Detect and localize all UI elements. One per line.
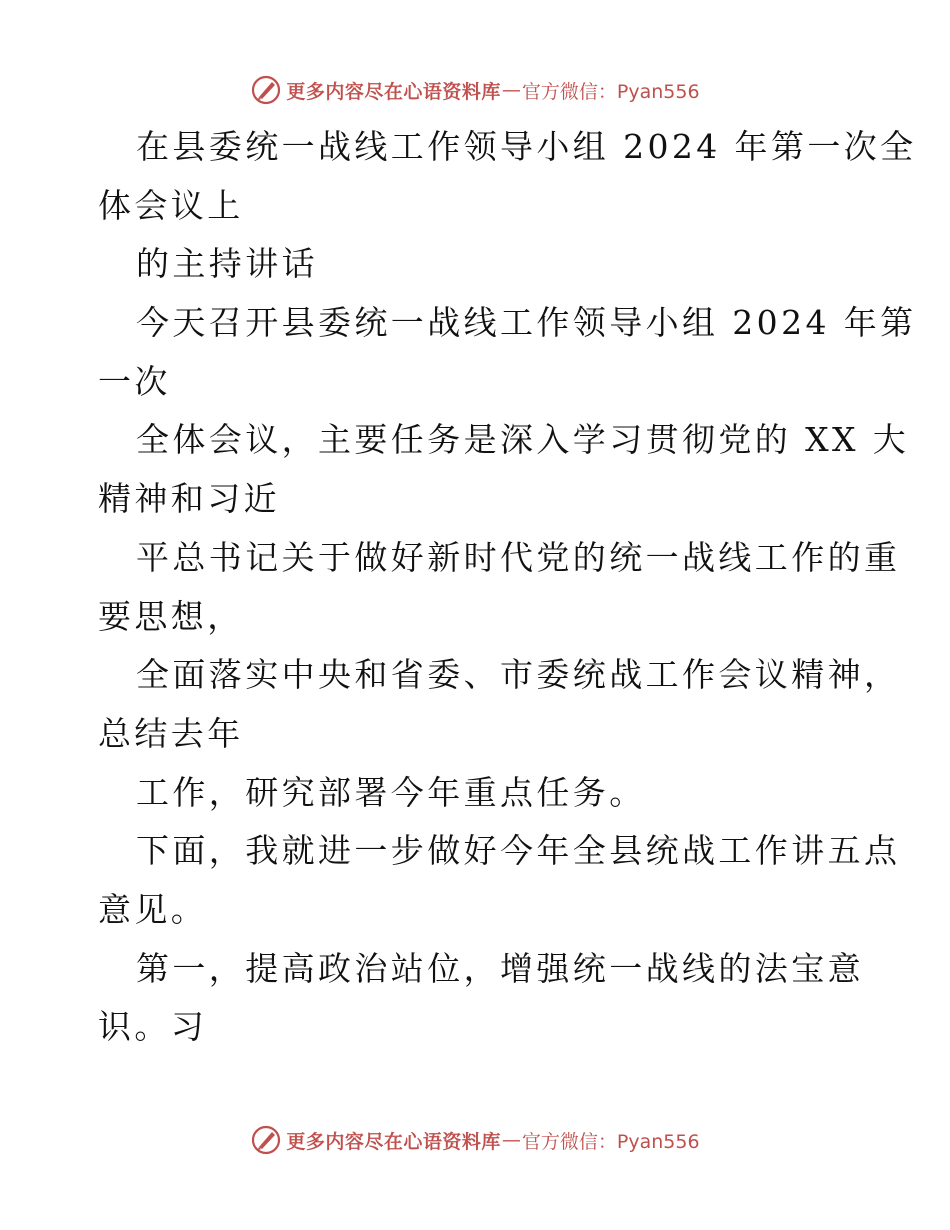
document-line: 的主持讲话 [136, 244, 318, 284]
document-line: 全面落实中央和省委、市委统战工作会议精神， [136, 655, 901, 695]
document-line: 今天召开县委统一战线工作领导小组 2024 年第 [136, 303, 917, 343]
document-line: 总结去年 [98, 713, 244, 753]
header-brand-text: 更多内容尽在心语资料库 [286, 80, 501, 103]
document-line: 下面，我就进一步做好今年全县统战工作讲五点 [136, 831, 901, 871]
footer-banner [0, 1120, 950, 1160]
footer-wechat-text: 官方微信：Pyan556 [521, 1130, 700, 1153]
quill-pen-logo-icon [250, 74, 282, 106]
document-line: 全体会议，主要任务是深入学习贯彻党的 XX 大 [136, 420, 910, 460]
footer-separator: — [501, 1129, 521, 1151]
document-line: 精神和习近 [98, 479, 280, 519]
document-line: 在县委统一战线工作领导小组 2024 年第一次全 [136, 127, 917, 166]
document-line: 工作，研究部署今年重点任务。 [136, 772, 646, 812]
header-separator: — [501, 79, 521, 101]
document-line: 意见。 [98, 889, 208, 929]
document-line: 体会议上 [98, 185, 244, 225]
header-wechat-text: 官方微信：Pyan556 [521, 80, 700, 103]
document-line: 平总书记关于做好新时代党的统一战线工作的重 [136, 537, 901, 577]
header-banner [0, 70, 950, 110]
document-line: 一次 [98, 361, 171, 401]
document-line: 要思想， [98, 596, 244, 636]
quill-pen-logo-icon [250, 1124, 282, 1156]
document-line: 第一，提高政治站位，增强统一战线的法宝意 [136, 948, 864, 988]
footer-brand-text: 更多内容尽在心语资料库 [286, 1130, 501, 1153]
document-body [98, 118, 917, 1057]
document-line: 识。习 [98, 1007, 208, 1047]
